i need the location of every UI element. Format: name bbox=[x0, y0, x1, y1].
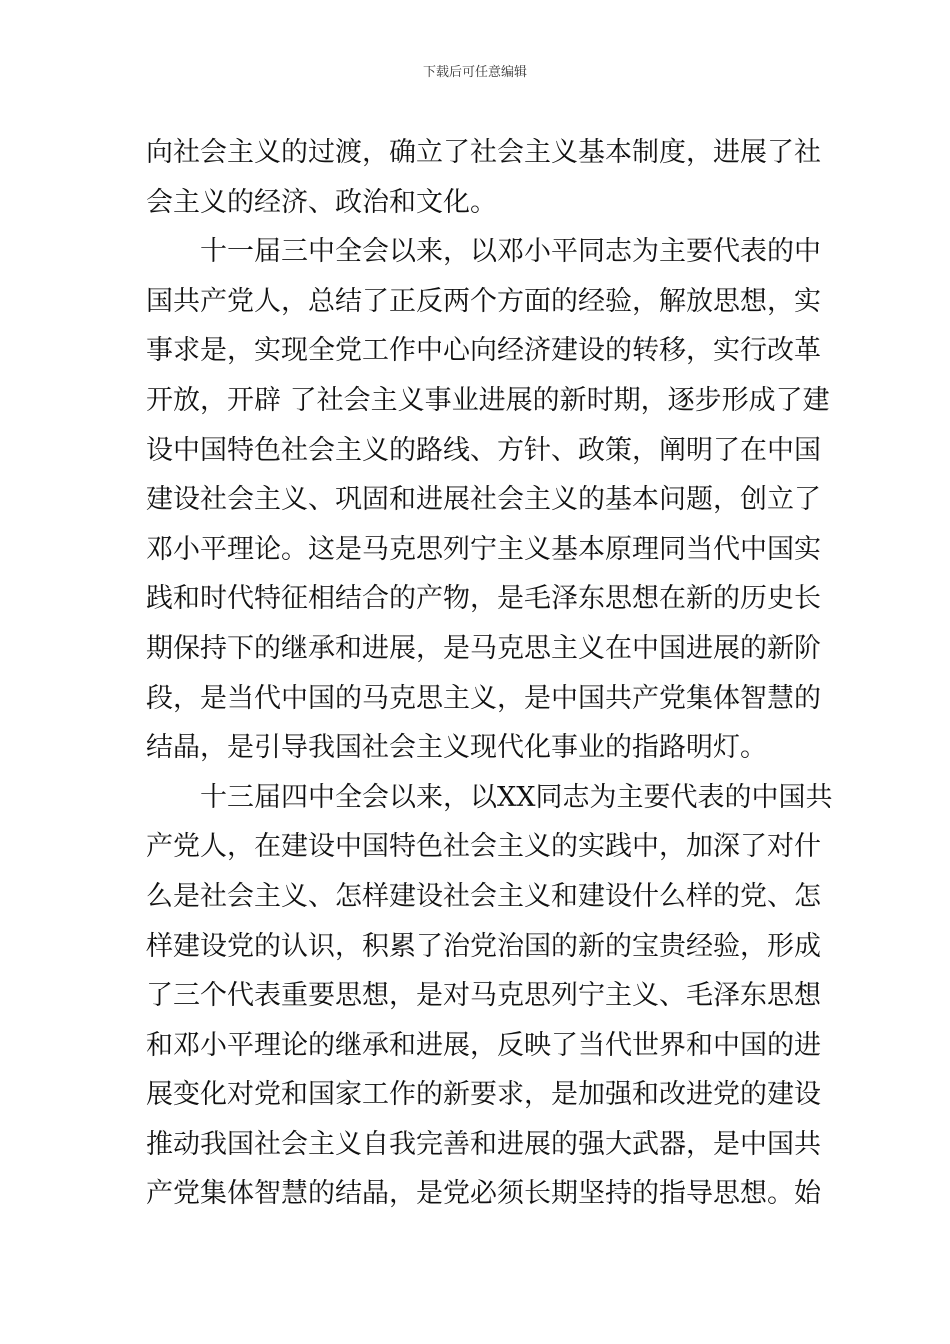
document-body bbox=[146, 128, 833, 1219]
text-line: 样建设党的认识，积累了治党治国的新的宝贵经验，形成 bbox=[146, 930, 821, 962]
text-line: 推动我国社会主义自我完善和进展的强大武器，是中国共 bbox=[146, 1128, 821, 1160]
text-line: 期保持下的继承和进展，是马克思主义在中国进展的新阶 bbox=[146, 632, 821, 664]
text-line: 了三个代表重要思想，是对马克思列宁主义、毛泽东思想 bbox=[146, 980, 821, 1012]
text-line: 产党人，在建设中国特色社会主义的实践中，加深了对什 bbox=[146, 831, 821, 863]
text-line: 结晶，是引导我国社会主义现代化事业的指路明灯。 bbox=[146, 732, 767, 764]
text-line: 国共产党人，总结了正反两个方面的经验，解放思想，实 bbox=[146, 285, 821, 317]
text-line: 么是社会主义、怎样建设社会主义和建设什么样的党、怎 bbox=[146, 880, 821, 912]
text-line: 段，是当代中国的马克思主义，是中国共产党集体智慧的 bbox=[146, 682, 821, 714]
text-line: 建设社会主义、巩固和进展社会主义的基本问题，创立了 bbox=[146, 484, 821, 516]
text-line: 践和时代特征相结合的产物，是毛泽东思想在新的历史长 bbox=[146, 583, 821, 615]
page-header: 下载后可任意编辑 bbox=[422, 65, 527, 80]
paragraph-start-line: 十三届四中全会以来，以XX同志为主要代表的中国共 bbox=[200, 781, 833, 813]
text-line: 开放，开辟 了社会主义事业进展的新时期，逐步形成了建 bbox=[146, 384, 830, 416]
text-line: 会主义的经济、政治和文化。 bbox=[146, 186, 497, 218]
text-line: 产党集体智慧的结晶，是党必须长期坚持的指导思想。始 bbox=[146, 1178, 821, 1210]
text-line: 事求是，实现全党工作中心向经济建设的转移，实行改革 bbox=[146, 335, 821, 367]
text-line: 设中国特色社会主义的路线、方针、政策，阐明了在中国 bbox=[146, 434, 821, 466]
text-line: 和邓小平理论的继承和进展，反映了当代世界和中国的进 bbox=[146, 1029, 821, 1061]
paragraph-start-line: 十一届三中全会以来，以邓小平同志为主要代表的中 bbox=[200, 236, 821, 268]
text-line: 邓小平理论。这是马克思列宁主义基本原理同当代中国实 bbox=[146, 533, 821, 565]
text-line: 向社会主义的过渡，确立了社会主义基本制度，进展了社 bbox=[146, 137, 821, 168]
text-line: 展变化对党和国家工作的新要求，是加强和改进党的建设 bbox=[146, 1079, 821, 1111]
